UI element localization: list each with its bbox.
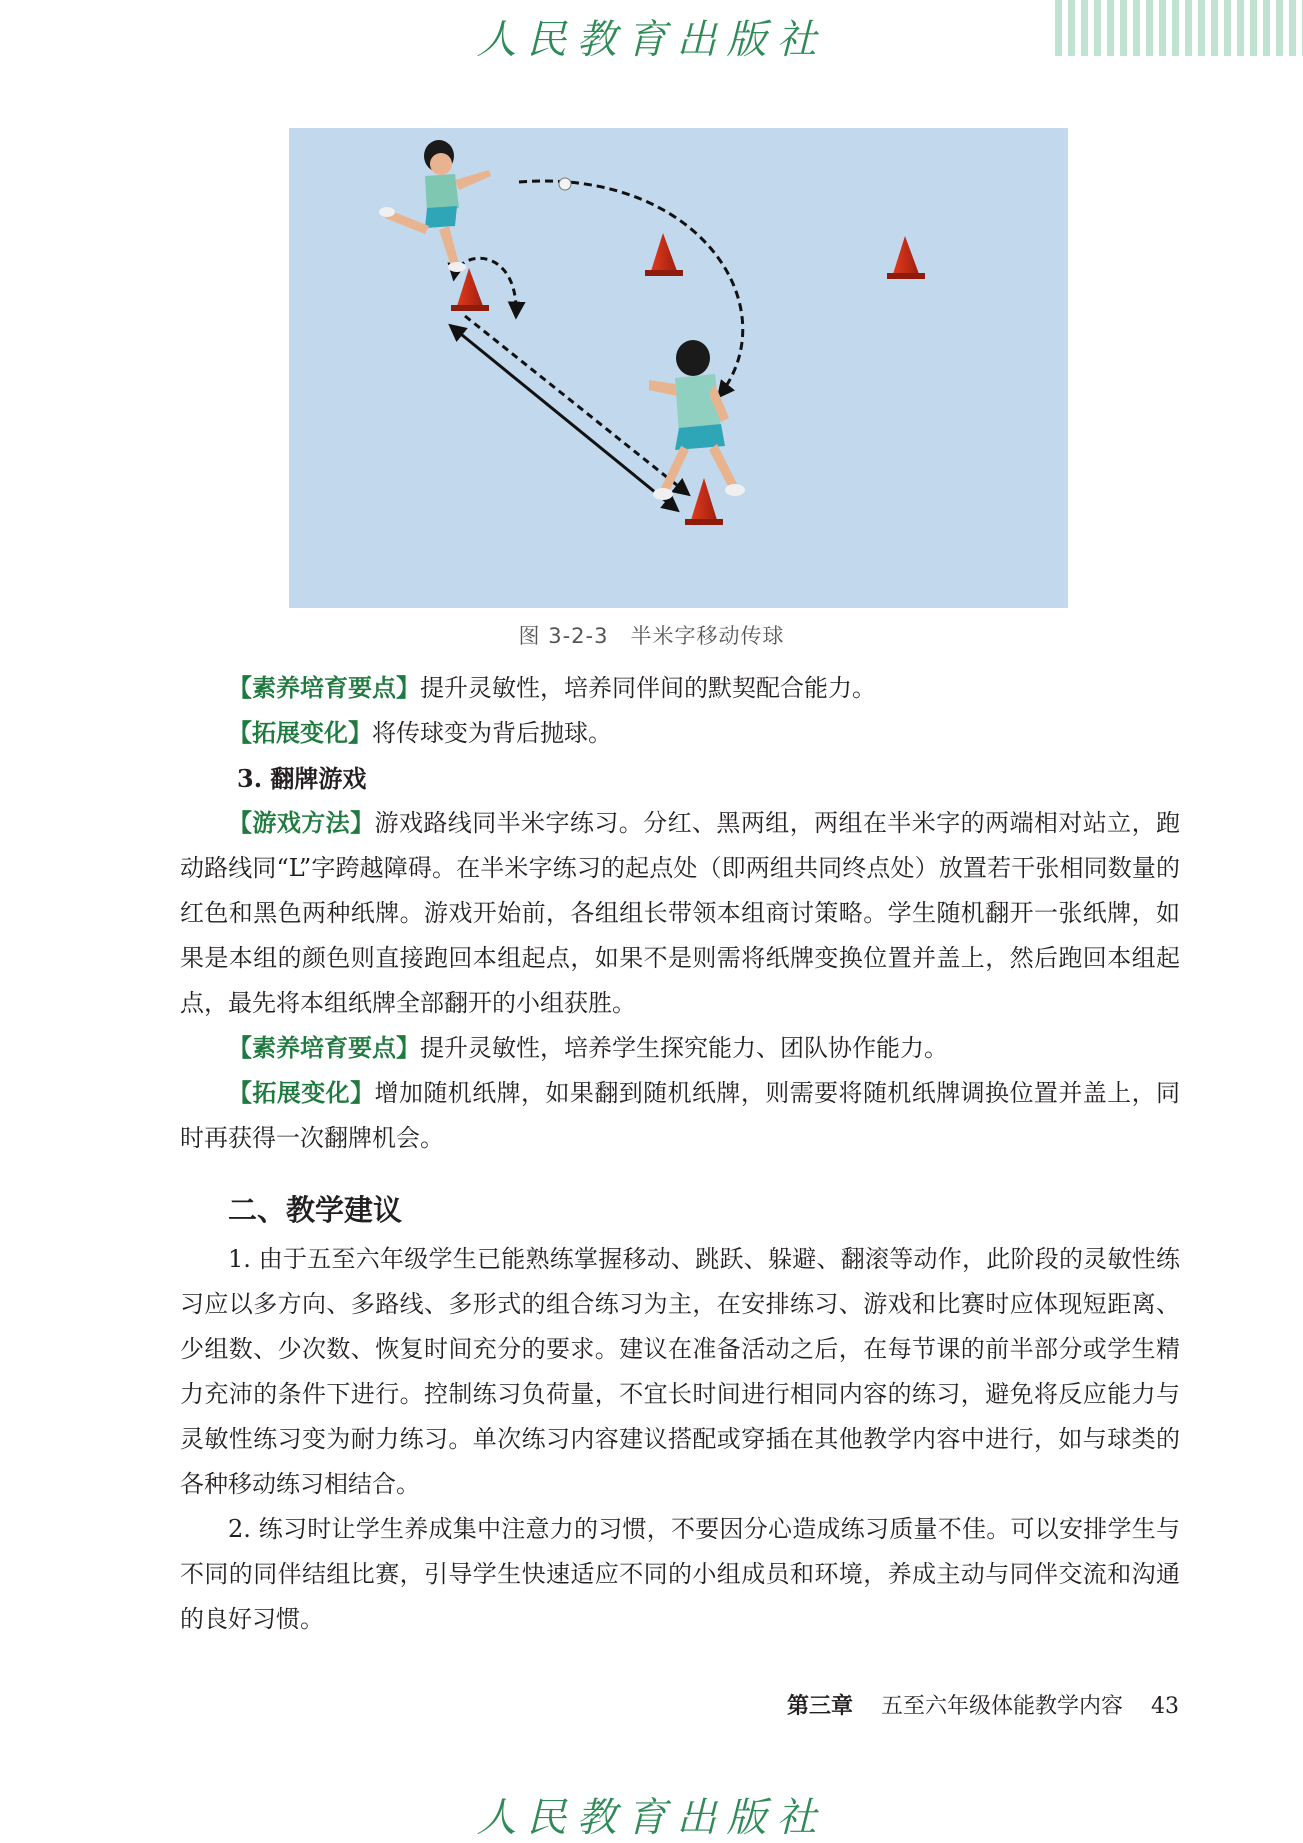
text-key-points-2: 提升灵敏性，培养学生探究能力、团队协作能力。 [420,1034,948,1062]
publisher-logo-bottom: 人民教育出版社 [476,1795,827,1841]
figure-caption: 图 3-2-3 半米字移动传球 [518,624,785,648]
paragraph-suggestion-1: 1. 由于五至六年级学生已能熟练掌握移动、跳跃、躲避、翻滚等动作，此阶段的灵敏性练习应以多方向、多路线、多形式的组合练习为主，在安排练习、游戏和比赛时应体现短距离、少组数、少次数、恢复时间充分的要求。建议在准备活动之后，在每节课的前半部分或学生精力充沛的条件下进行。控制练习负荷量，不宜长时间进行相同内容的练习，避免将反应能力与灵敏性练习变为耐力练习。单次练习内容建议搭配或穿插在其他教学内容中进行，如与球类的各种移动练习相结合。 [180,1245,1180,1498]
tag-extension: 【拓展变化】 [228,718,372,747]
tag-game-method: 【游戏方法】 [228,808,375,837]
figure-illustration [289,128,1068,608]
footer-chapter: 第三章 [786,1693,853,1719]
text-extension-2: 增加随机纸牌，如果翻到随机纸牌，则需要将随机纸牌调换位置并盖上，同时再获得一次翻牌机会。 [180,1079,1181,1152]
tag-key-points-2: 【素养培育要点】 [228,1033,420,1062]
publisher-logo-top: 人民教育出版社 [476,17,827,63]
paragraph-extension-2 [180,1070,1180,1161]
tag-extension-2: 【拓展变化】 [228,1078,375,1107]
paragraph-key-points-2 [180,1025,1180,1071]
text-key-points: 提升灵敏性，培养同伴间的默契配合能力。 [420,674,876,702]
page-number: 43 [1151,1694,1179,1719]
text-extension: 将传球变为背后抛球。 [372,719,612,747]
paragraph-key-points-1 [180,665,1180,711]
ball [559,178,571,190]
heading-teaching-suggestions: 二、教学建议 [228,1193,403,1227]
footer-chapter-title: 五至六年级体能教学内容 [880,1694,1123,1719]
figure-svg [289,128,1068,608]
tag-key-points: 【素养培育要点】 [228,673,420,702]
heading-card-game: 3. 翻牌游戏 [237,764,367,793]
page-footer [787,1689,1179,1720]
paragraph-game-method [180,800,1180,1026]
figure-background [289,128,1068,608]
paragraph-suggestion-2: 2. 练习时让学生养成集中注意力的习惯，不要因分心造成练习质量不佳。可以安排学生与不同的同伴结组比赛，引导学生快速适应不同的小组成员和环境，养成主动与同伴交流和沟通的良好习惯。 [180,1515,1180,1633]
paragraph-extension-1 [180,710,1180,756]
text-game-method: 游戏路线同半米字练习。分红、黑两组，两组在半米字的两端相对站立，跑动路线同“L”字跨越障碍。在半米字练习的起点处（即两组共同终点处）放置若干张相同数量的红色和黑色两种纸牌。游戏开始前，各组组长带领本组商讨策略。学生随机翻开一张纸牌，如果是本组的颜色则直接跑回本组起点，如果不是则需将纸牌变换位置并盖上，然后跑回本组起点，最先将本组纸牌全部翻开的小组获胜。 [180,809,1181,1017]
